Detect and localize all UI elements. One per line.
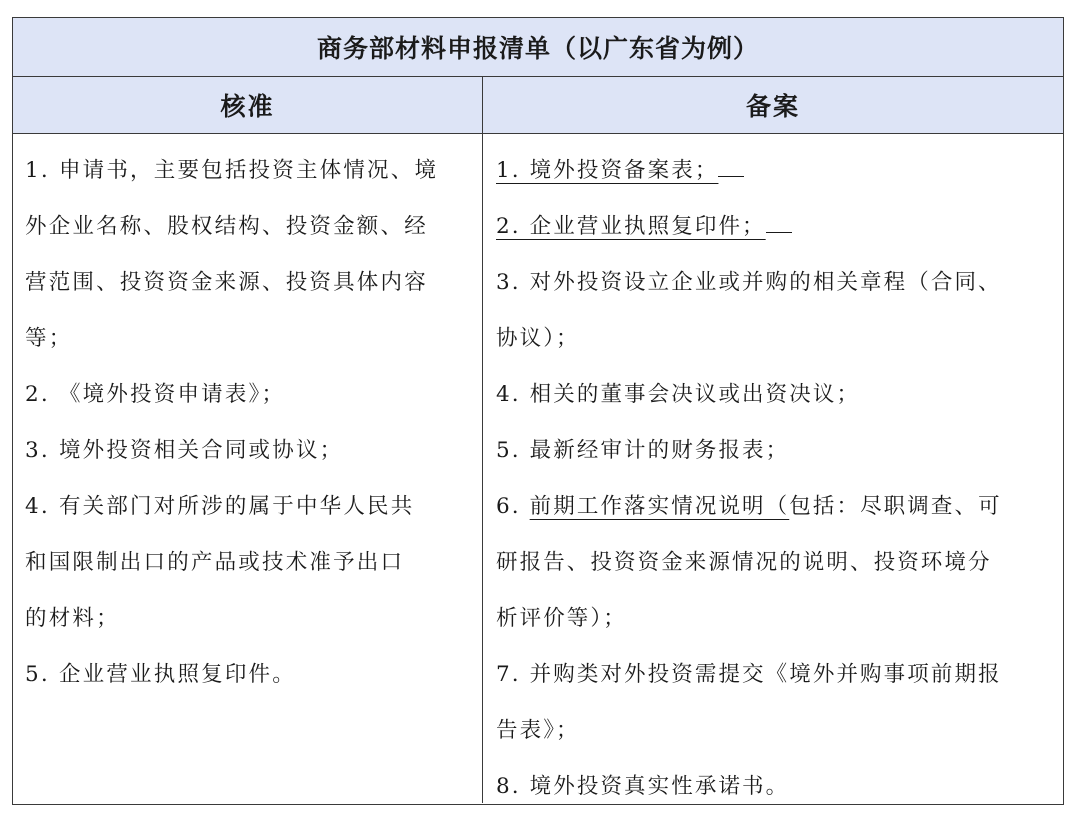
filing-item-1-text: 1. 境外投资备案表； — [496, 158, 719, 183]
filing-item-2 — [496, 199, 1055, 255]
table-title: 商务部材料申报清单（以广东省为例） — [13, 18, 1063, 77]
filing-item-6-rest: 包括：尽职调查、可 — [789, 494, 1002, 519]
filing-item-5: 5. 最新经审计的财务报表； — [496, 438, 790, 463]
filing-item-3-cont: 协议）； — [496, 326, 580, 351]
filing-item-6-number: 6. — [496, 494, 530, 519]
material-list-table — [12, 17, 1064, 805]
approval-line: 的材料； — [25, 606, 120, 631]
underline-extension — [718, 150, 744, 177]
filing-item-6 — [496, 479, 1055, 535]
approval-line: 等； — [25, 326, 73, 351]
approval-column — [13, 134, 483, 803]
filing-item-3: 3. 对外投资设立企业或并购的相关章程（合同、 — [496, 270, 1002, 295]
approval-line: 2. 《境外投资申请表》； — [25, 382, 286, 407]
table-body — [13, 134, 1063, 803]
header-filing: 备案 — [745, 92, 800, 121]
filing-item-7: 7. 并购类对外投资需提交《境外并购事项前期报 — [496, 662, 1002, 687]
approval-line: 3. 境外投资相关合同或协议； — [25, 438, 344, 463]
underline-extension — [766, 206, 792, 233]
filing-item-2-text: 2. 企业营业执照复印件； — [496, 214, 766, 239]
approval-line: 5. 企业营业执照复印件。 — [25, 662, 296, 687]
filing-item-6-cont: 研报告、投资资金来源情况的说明、投资环境分 — [496, 550, 992, 575]
header-approval: 核准 — [13, 77, 483, 133]
approval-line: 外企业名称、股权结构、投资金额、经 — [25, 214, 428, 239]
filing-item-4: 4. 相关的董事会决议或出资决议； — [496, 382, 861, 407]
filing-item-8: 8. 境外投资真实性承诺书。 — [496, 774, 790, 799]
filing-column — [483, 134, 1063, 803]
approval-line: 4. 有关部门对所涉的属于中华人民共 — [25, 494, 415, 519]
filing-item-1 — [496, 143, 1055, 199]
table-header-row — [13, 77, 1063, 134]
approval-line: 和国限制出口的产品或技术准予出口 — [25, 550, 405, 575]
filing-item-7-cont: 告表》； — [496, 718, 580, 743]
approval-line: 1. 申请书，主要包括投资主体情况、境 — [25, 158, 439, 183]
filing-item-6-underlined: 前期工作落实情况说明（ — [529, 494, 790, 519]
approval-line: 营范围、投资资金来源、投资具体内容 — [25, 270, 428, 295]
filing-item-6-cont: 析评价等）； — [496, 606, 627, 631]
